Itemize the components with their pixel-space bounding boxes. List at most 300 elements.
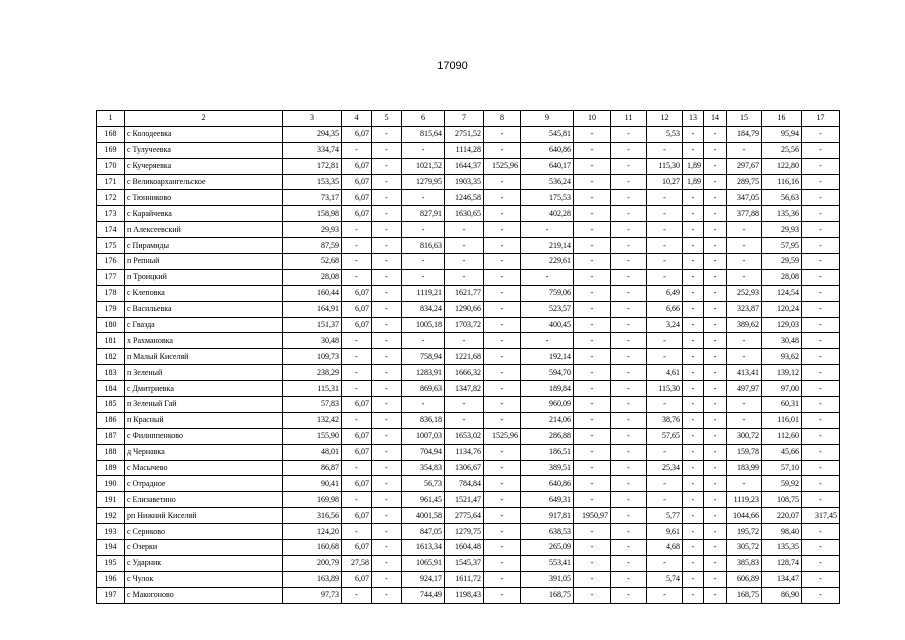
table-cell: 2751,52	[445, 126, 484, 142]
table-cell: -	[484, 301, 521, 317]
table-cell: -	[704, 397, 727, 413]
table-cell: -	[683, 444, 704, 460]
table-cell: -	[611, 158, 647, 174]
table-cell: -	[611, 317, 647, 333]
table-row	[97, 158, 840, 174]
table-cell: 1306,67	[445, 460, 484, 476]
table-cell: 188	[97, 444, 125, 460]
table-cell: -	[802, 428, 840, 444]
table-cell: 192,14	[521, 349, 574, 365]
table-cell: -	[484, 190, 521, 206]
table-cell: -	[402, 222, 445, 238]
table-cell: 45,66	[762, 444, 802, 460]
table-cell: -	[484, 317, 521, 333]
table-cell: 4001,58	[402, 508, 445, 524]
table-cell: 377,88	[727, 206, 762, 222]
table-cell: 57,65	[647, 428, 683, 444]
table-cell: -	[683, 508, 704, 524]
table-cell: 3,24	[647, 317, 683, 333]
table-row	[97, 365, 840, 381]
table-cell: -	[611, 126, 647, 142]
table-cell: -	[611, 476, 647, 492]
table-cell: -	[574, 492, 611, 508]
table-cell: 1021,52	[402, 158, 445, 174]
table-cell: 115,31	[283, 381, 342, 397]
column-header: 1	[97, 111, 125, 127]
table-cell: 917,81	[521, 508, 574, 524]
table-cell: 238,29	[283, 365, 342, 381]
table-cell: 347,05	[727, 190, 762, 206]
table-cell: -	[802, 444, 840, 460]
table-cell: -	[802, 317, 840, 333]
table-cell: с Чулок	[125, 571, 283, 587]
table-header-row	[97, 111, 840, 127]
table-row	[97, 444, 840, 460]
table-cell: -	[372, 333, 402, 349]
table-cell: -	[521, 222, 574, 238]
table-cell: 139,12	[762, 365, 802, 381]
table-cell: 129,03	[762, 317, 802, 333]
table-cell: 56,73	[402, 476, 445, 492]
table-cell: с Макогоново	[125, 587, 283, 603]
table-cell: -	[683, 412, 704, 428]
table-row	[97, 476, 840, 492]
table-cell: -	[611, 254, 647, 270]
table-cell: -	[802, 301, 840, 317]
table-cell: -	[704, 269, 727, 285]
table-cell: 187	[97, 428, 125, 444]
table-cell: 1044,66	[727, 508, 762, 524]
table-cell: -	[484, 222, 521, 238]
table-cell: -	[647, 476, 683, 492]
table-cell: -	[372, 428, 402, 444]
table-cell: с Колодеевка	[125, 126, 283, 142]
table-cell: -	[484, 142, 521, 158]
table-cell: 122,80	[762, 158, 802, 174]
table-cell: 135,35	[762, 540, 802, 556]
table-cell: 124,54	[762, 285, 802, 301]
table-cell: 758,94	[402, 349, 445, 365]
data-table	[96, 110, 840, 604]
column-header: 4	[342, 111, 372, 127]
table-cell: 523,57	[521, 301, 574, 317]
table-cell: -	[611, 540, 647, 556]
table-cell: -	[372, 365, 402, 381]
table-row	[97, 397, 840, 413]
table-cell: 98,40	[762, 524, 802, 540]
table-cell: -	[484, 333, 521, 349]
table-cell: 48,01	[283, 444, 342, 460]
table-cell: -	[683, 428, 704, 444]
table-cell: 184,79	[727, 126, 762, 142]
table-cell: 924,17	[402, 571, 445, 587]
table-row	[97, 587, 840, 603]
table-cell: с Великоархангельское	[125, 174, 283, 190]
table-cell: -	[683, 333, 704, 349]
table-cell: -	[342, 238, 372, 254]
table-cell: -	[647, 206, 683, 222]
table-cell: -	[704, 571, 727, 587]
table-cell: -	[727, 412, 762, 428]
table-cell: 815,64	[402, 126, 445, 142]
table-cell: 317,45	[802, 508, 840, 524]
table-cell: -	[402, 333, 445, 349]
column-header: 11	[611, 111, 647, 127]
table-cell: -	[704, 238, 727, 254]
table-cell: -	[484, 238, 521, 254]
table-cell: 1005,18	[402, 317, 445, 333]
table-cell: 638,53	[521, 524, 574, 540]
table-cell: 120,24	[762, 301, 802, 317]
table-cell: 1525,96	[484, 158, 521, 174]
table-cell: 115,30	[647, 381, 683, 397]
table-cell: с Дмитриевка	[125, 381, 283, 397]
table-cell: с Кучеряевка	[125, 158, 283, 174]
table-cell: 6,49	[647, 285, 683, 301]
table-cell: -	[704, 587, 727, 603]
table-row	[97, 301, 840, 317]
table-cell: 27,58	[342, 555, 372, 571]
table-cell: -	[683, 524, 704, 540]
table-cell: -	[611, 524, 647, 540]
table-cell: -	[372, 571, 402, 587]
table-cell: 1119,21	[402, 285, 445, 301]
column-header: 3	[283, 111, 342, 127]
table-cell: 323,87	[727, 301, 762, 317]
table-cell: -	[611, 508, 647, 524]
table-row	[97, 349, 840, 365]
table-cell: -	[342, 365, 372, 381]
table-cell: -	[802, 174, 840, 190]
column-header: 5	[372, 111, 402, 127]
table-cell: 186	[97, 412, 125, 428]
table-cell: 402,28	[521, 206, 574, 222]
table-cell: -	[342, 222, 372, 238]
table-cell: 1114,28	[445, 142, 484, 158]
table-cell: -	[611, 428, 647, 444]
table-cell: 1630,65	[445, 206, 484, 222]
table-cell: -	[574, 317, 611, 333]
table-cell: -	[683, 365, 704, 381]
table-row	[97, 381, 840, 397]
table-cell: 294,35	[283, 126, 342, 142]
table-cell: -	[647, 397, 683, 413]
table-cell: 196	[97, 571, 125, 587]
table-row	[97, 142, 840, 158]
table-cell: 182	[97, 349, 125, 365]
table-cell: -	[342, 460, 372, 476]
table-cell: -	[704, 349, 727, 365]
table-row	[97, 254, 840, 270]
table-cell: -	[372, 349, 402, 365]
table-cell: -	[484, 555, 521, 571]
table-cell: -	[372, 460, 402, 476]
table-cell: 97,73	[283, 587, 342, 603]
table-cell: -	[802, 365, 840, 381]
table-cell: -	[683, 349, 704, 365]
table-row	[97, 269, 840, 285]
table-cell: 172,81	[283, 158, 342, 174]
table-cell: -	[574, 142, 611, 158]
table-cell: 134,47	[762, 571, 802, 587]
table-cell: 1119,23	[727, 492, 762, 508]
table-cell: 1644,37	[445, 158, 484, 174]
table-cell: -	[802, 587, 840, 603]
table-cell: 6,07	[342, 158, 372, 174]
table-cell: с Васильевка	[125, 301, 283, 317]
table-cell: 155,90	[283, 428, 342, 444]
table-row	[97, 492, 840, 508]
table-cell: -	[704, 476, 727, 492]
table-cell: 178	[97, 285, 125, 301]
table-cell: 229,61	[521, 254, 574, 270]
table-cell: 132,42	[283, 412, 342, 428]
table-cell: -	[647, 238, 683, 254]
table-cell: 553,41	[521, 555, 574, 571]
table-cell: -	[727, 142, 762, 158]
table-cell: -	[683, 238, 704, 254]
table-cell: 195,72	[727, 524, 762, 540]
table-cell: 60,31	[762, 397, 802, 413]
table-cell: 413,41	[727, 365, 762, 381]
table-cell: 6,07	[342, 317, 372, 333]
table-cell: 6,07	[342, 540, 372, 556]
table-cell: 168,75	[727, 587, 762, 603]
table-cell: 1221,68	[445, 349, 484, 365]
table-cell: 219,14	[521, 238, 574, 254]
table-cell: 1007,03	[402, 428, 445, 444]
table-cell: 116,01	[762, 412, 802, 428]
table-cell: -	[611, 587, 647, 603]
table-row	[97, 285, 840, 301]
table-cell: -	[574, 174, 611, 190]
table-cell: 6,07	[342, 397, 372, 413]
table-cell: п Зеленый	[125, 365, 283, 381]
table-cell: 1279,75	[445, 524, 484, 540]
column-header: 15	[727, 111, 762, 127]
table-cell: -	[802, 222, 840, 238]
table-cell: -	[611, 222, 647, 238]
table-cell: -	[683, 301, 704, 317]
table-row	[97, 555, 840, 571]
table-cell: -	[342, 254, 372, 270]
table-cell: х Рахмановка	[125, 333, 283, 349]
table-cell: -	[574, 555, 611, 571]
table-cell: 29,59	[762, 254, 802, 270]
table-cell: -	[372, 174, 402, 190]
table-cell: -	[445, 333, 484, 349]
table-cell: -	[727, 269, 762, 285]
table-row	[97, 540, 840, 556]
table-row	[97, 317, 840, 333]
table-cell: -	[372, 285, 402, 301]
table-cell: -	[704, 317, 727, 333]
table-cell: -	[372, 381, 402, 397]
table-cell: -	[647, 333, 683, 349]
table-cell: -	[342, 524, 372, 540]
table-cell: 29,93	[283, 222, 342, 238]
table-cell: 640,86	[521, 476, 574, 492]
table-cell: 816,63	[402, 238, 445, 254]
table-cell: 300,72	[727, 428, 762, 444]
table-cell: -	[647, 269, 683, 285]
table-cell: -	[611, 555, 647, 571]
table-cell: -	[342, 142, 372, 158]
table-cell: -	[402, 190, 445, 206]
table-row	[97, 460, 840, 476]
table-cell: -	[683, 460, 704, 476]
table-cell: 759,06	[521, 285, 574, 301]
table-cell: 6,07	[342, 190, 372, 206]
table-cell: п Зеленый Гай	[125, 397, 283, 413]
table-cell: -	[802, 333, 840, 349]
table-cell: -	[484, 460, 521, 476]
table-row	[97, 174, 840, 190]
table-cell: -	[574, 238, 611, 254]
table-cell: 289,75	[727, 174, 762, 190]
table-cell: 1134,76	[445, 444, 484, 460]
table-cell: 168	[97, 126, 125, 142]
table-cell: -	[484, 571, 521, 587]
table-cell: -	[802, 269, 840, 285]
table-cell: 181	[97, 333, 125, 349]
table-cell: 6,07	[342, 285, 372, 301]
table-cell: -	[574, 397, 611, 413]
table-row	[97, 571, 840, 587]
table-cell: -	[683, 492, 704, 508]
table-cell: с Филиппенково	[125, 428, 283, 444]
table-cell: 86,87	[283, 460, 342, 476]
table-cell: 174	[97, 222, 125, 238]
table-cell: -	[574, 190, 611, 206]
table-cell: -	[704, 333, 727, 349]
table-cell: 1611,72	[445, 571, 484, 587]
table-cell: 175	[97, 238, 125, 254]
table-cell: 171	[97, 174, 125, 190]
table-row	[97, 206, 840, 222]
table-cell: -	[704, 190, 727, 206]
table-cell: 59,92	[762, 476, 802, 492]
table-cell: 191	[97, 492, 125, 508]
table-cell: -	[402, 254, 445, 270]
table-cell: 1279,95	[402, 174, 445, 190]
table-cell: 160,44	[283, 285, 342, 301]
table-cell: 497,97	[727, 381, 762, 397]
table-cell: -	[484, 174, 521, 190]
table-cell: -	[611, 269, 647, 285]
table-cell: -	[574, 269, 611, 285]
table-cell: с Карайчевка	[125, 206, 283, 222]
table-cell: -	[683, 397, 704, 413]
table-cell: -	[372, 587, 402, 603]
table-cell: -	[704, 158, 727, 174]
table-cell: -	[445, 397, 484, 413]
table-cell: 57,10	[762, 460, 802, 476]
table-cell: 389,62	[727, 317, 762, 333]
table-cell: -	[484, 365, 521, 381]
table-cell: 1290,66	[445, 301, 484, 317]
table-cell: -	[802, 126, 840, 142]
table-cell: -	[611, 492, 647, 508]
table-cell: -	[372, 540, 402, 556]
table-cell: -	[704, 254, 727, 270]
table-cell: -	[342, 492, 372, 508]
table-cell: -	[647, 222, 683, 238]
table-row	[97, 222, 840, 238]
table-cell: -	[484, 285, 521, 301]
table-cell: 606,89	[727, 571, 762, 587]
table-cell: -	[484, 397, 521, 413]
table-cell: -	[574, 540, 611, 556]
table-cell: -	[372, 206, 402, 222]
table-cell: -	[574, 285, 611, 301]
table-cell: -	[574, 428, 611, 444]
table-cell: -	[683, 126, 704, 142]
table-row	[97, 333, 840, 349]
table-cell: 186,51	[521, 444, 574, 460]
table-cell: 1347,82	[445, 381, 484, 397]
table-cell: 1246,58	[445, 190, 484, 206]
table-cell: 172	[97, 190, 125, 206]
table-cell: -	[704, 365, 727, 381]
table-cell: -	[445, 222, 484, 238]
table-cell: 56,63	[762, 190, 802, 206]
table-cell: 961,45	[402, 492, 445, 508]
table-cell: 160,68	[283, 540, 342, 556]
table-cell: 4,61	[647, 365, 683, 381]
table-cell: 159,78	[727, 444, 762, 460]
table-cell: 163,89	[283, 571, 342, 587]
table-cell: 115,30	[647, 158, 683, 174]
table-cell: -	[372, 397, 402, 413]
table-cell: 1613,34	[402, 540, 445, 556]
table-cell: -	[683, 540, 704, 556]
table-cell: -	[704, 428, 727, 444]
table-cell: -	[611, 349, 647, 365]
table-cell: -	[574, 254, 611, 270]
table-row	[97, 508, 840, 524]
table-cell: 169	[97, 142, 125, 158]
table-cell: 305,72	[727, 540, 762, 556]
table-cell: п Репный	[125, 254, 283, 270]
table-cell: 1903,35	[445, 174, 484, 190]
table-cell: -	[727, 476, 762, 492]
table-cell: -	[342, 381, 372, 397]
table-cell: -	[704, 540, 727, 556]
table-cell: 57,83	[283, 397, 342, 413]
table-cell: 124,20	[283, 524, 342, 540]
table-cell: 128,74	[762, 555, 802, 571]
table-cell: -	[372, 444, 402, 460]
table-cell: 6,07	[342, 126, 372, 142]
page-number: 17090	[437, 60, 468, 72]
table-cell: -	[647, 190, 683, 206]
table-cell: 30,48	[283, 333, 342, 349]
table-cell: 1,89	[683, 174, 704, 190]
table-cell: рп Нижний Киселяй	[125, 508, 283, 524]
table-cell: с Масычево	[125, 460, 283, 476]
table-cell: -	[683, 381, 704, 397]
table-cell: -	[802, 460, 840, 476]
table-cell: -	[683, 269, 704, 285]
table-cell: 170	[97, 158, 125, 174]
table-cell: -	[802, 349, 840, 365]
table-cell: -	[372, 524, 402, 540]
table-cell: -	[484, 254, 521, 270]
table-cell: -	[484, 381, 521, 397]
table-cell: 108,75	[762, 492, 802, 508]
table-cell: 168,75	[521, 587, 574, 603]
